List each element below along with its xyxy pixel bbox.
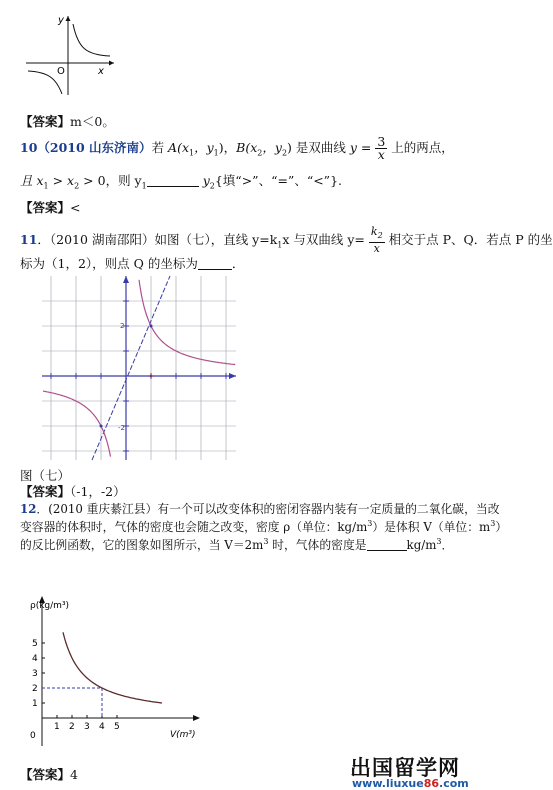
url-part: www.liuxue [352, 777, 424, 790]
subscript: 1 [189, 148, 195, 158]
x-tick-label: 3 [84, 722, 90, 732]
subscript: 2 [209, 181, 215, 191]
question-text: ．(2010 重庆綦江县）有一个可以改变体积的密闭容器内装有一定质量的二氧化碳，当改 [36, 502, 500, 516]
fraction-denominator: x [373, 242, 380, 256]
condition-text: > x [48, 173, 75, 188]
x-axis-label: x [98, 66, 104, 77]
point-b-end: ) 是双曲线 [287, 140, 350, 155]
y-tick-label: 4 [32, 654, 38, 664]
question-text: 的反比例函数，它的图象如图所示，当 V＝2m [20, 538, 264, 552]
superscript: 3 [263, 537, 269, 547]
question-number: 12 [20, 502, 37, 516]
question-text: x 与双曲线 y= [282, 232, 365, 248]
answer-11 [20, 482, 126, 500]
question-text: 变容器的体积时，气体的密度也会随之改变，密度 ρ（单位：kg/m [20, 520, 368, 534]
answer-text: （-1，-2） [70, 484, 126, 499]
grid [42, 276, 236, 460]
hyperbola-sketch-graph [20, 10, 120, 100]
y-axis-title: ρ(kg/m³) [30, 601, 70, 611]
x-tick-label: 1 [54, 722, 60, 732]
question-source: （2010 山东济南） [37, 140, 152, 155]
condition-text: y [198, 173, 210, 188]
chart-guide-lines [42, 688, 102, 718]
x-axis-arrow [229, 373, 236, 379]
origin-label: O [57, 66, 65, 77]
question-10-line-1 [20, 136, 454, 161]
condition-text: 且 x [20, 173, 44, 188]
subscript: 2 [281, 148, 288, 158]
point-a-end: )， [218, 140, 237, 155]
x-axis-arrow [193, 715, 200, 721]
y-axis-label: y [58, 15, 64, 26]
point-a: A(x [168, 140, 190, 155]
figure-7-grid-graph [40, 272, 240, 462]
point-b: B(x [236, 140, 258, 155]
fraction-numerator: 3 [377, 134, 386, 149]
point-b-mid: ，y [262, 140, 282, 155]
answer-text: < [70, 200, 81, 215]
question-text: ）是体积 V（单位：m [372, 520, 491, 534]
superscript: 3 [367, 519, 373, 529]
y-tick-label-neg: -2 [118, 424, 125, 432]
answer-blank [367, 538, 407, 551]
fraction-denominator: x [377, 147, 385, 162]
question-text: 时，气体的密度是 [268, 538, 367, 552]
answer-tag: 【答案】 [20, 484, 71, 499]
figure-7-caption: 图（七） [20, 468, 71, 483]
subscript: 1 [277, 240, 283, 250]
answer-tag: 【答案】 [20, 114, 71, 129]
site-watermark-title: 出国留学网 [350, 756, 460, 780]
subscript: 2 [377, 231, 383, 241]
subscript: 2 [257, 148, 263, 158]
equation-lhs: y = [349, 140, 372, 155]
question-text: 若 [151, 140, 169, 155]
answer-tag: 【答案】 [20, 767, 71, 782]
x-axis-title: V(m³) [170, 730, 196, 740]
hyperbola-branch-q1 [73, 24, 110, 56]
answer-tag: 【答案】 [20, 200, 71, 215]
question-12-line-2 [20, 518, 507, 535]
subscript: 2 [74, 181, 80, 191]
fraction-3-over-x [375, 136, 387, 161]
answer-blank [198, 257, 232, 270]
question-text: 标为（1，2），则点 Q 的坐标为 [20, 256, 198, 271]
y-tick-label: 3 [32, 669, 38, 679]
density-curve-series [63, 632, 162, 703]
density-volume-chart [20, 590, 210, 750]
origin-point [150, 375, 153, 378]
unit-text: kg/m [406, 538, 437, 552]
question-text: 相交于点 P、Q．若点 P 的坐 [384, 232, 553, 248]
hyperbola-branch-q1 [139, 280, 235, 365]
question-10-line-2 [20, 171, 342, 191]
point-p [150, 325, 153, 328]
point-a-mid: ，y [194, 140, 214, 155]
question-text: ） [495, 520, 508, 534]
condition-text: > 0，则 y [79, 173, 142, 188]
question-12-line-3 [20, 536, 453, 553]
x-tick-label: 2 [69, 722, 75, 732]
x-tick-label: 4 [99, 722, 105, 732]
y-tick-label-pos: 2 [120, 322, 125, 330]
question-11-line-2 [20, 254, 244, 272]
y-tick-label: 2 [32, 684, 38, 694]
question-12-line-1 [20, 500, 500, 517]
fill-instruction: {填“>”、“=”、“<”}. [214, 173, 343, 188]
answer-text: 4 [70, 767, 78, 782]
question-text: ． [231, 256, 245, 271]
origin-label: 0 [30, 731, 36, 741]
site-watermark-url [352, 777, 469, 790]
question-11-line-1 [20, 226, 553, 255]
question-number: 11 [20, 232, 38, 248]
subscript: 1 [213, 148, 219, 158]
answer-12 [20, 765, 78, 783]
answer-blank [147, 174, 199, 187]
question-text: ． [441, 538, 454, 552]
question-number: 10 [20, 140, 38, 155]
y-axis-arrow [66, 16, 71, 21]
y-tick-label: 5 [32, 639, 38, 649]
url-part-red: 86 [423, 777, 440, 790]
answer-9 [20, 112, 115, 130]
y-axis-arrow [123, 276, 129, 283]
subscript: 1 [141, 181, 147, 191]
y-tick-label: 1 [32, 699, 38, 709]
x-axis-arrow [109, 61, 114, 66]
fraction-numerator [369, 226, 385, 243]
x-tick-label: 5 [114, 722, 120, 732]
superscript: 3 [436, 537, 442, 547]
answer-10 [20, 198, 81, 216]
question-text: 上的两点， [387, 140, 454, 155]
point-q [100, 425, 103, 428]
fraction-k2-over-x [369, 226, 385, 255]
question-text: ．（2010 湖南邵阳）如图（七），直线 y=k [37, 232, 278, 248]
superscript: 3 [490, 519, 496, 529]
subscript: 1 [43, 181, 49, 191]
url-part: .com [439, 777, 469, 790]
k-letter: k [370, 225, 378, 238]
answer-text: m＜0。 [70, 114, 115, 129]
